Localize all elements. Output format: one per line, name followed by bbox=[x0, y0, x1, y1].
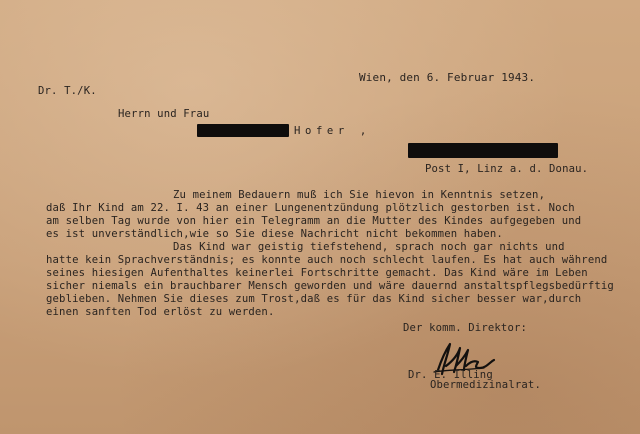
body-line: sicher niemals ein brauchbarer Mensch geworden und wäre dauernd anstaltspflegsbedürftig bbox=[46, 280, 614, 292]
body-line: geblieben. Nehmen Sie dieses zum Trost,daß es für das Kind sicher besser war,durch bbox=[46, 293, 582, 305]
surname: Hofer , bbox=[294, 125, 371, 137]
body-line: es ist unverständlich,wie so Sie diese Nachricht nicht bekommen haben. bbox=[46, 228, 503, 240]
closing-line: Der komm. Direktor: bbox=[403, 322, 528, 334]
signer-title: Obermedizinalrat. bbox=[430, 379, 541, 391]
body-line: am selben Tag wurde von hier ein Telegramm an die Mutter des Kindes aufgegeben und bbox=[46, 215, 582, 227]
dateline: Wien, den 6. Februar 1943. bbox=[359, 71, 536, 84]
address-line: Post I, Linz a. d. Donau. bbox=[425, 163, 589, 175]
reference-code: Dr. T./K. bbox=[38, 85, 97, 97]
body-line: hatte kein Sprachverständnis; es konnte auch noch schlecht laufen. Es hat auch während bbox=[46, 254, 608, 266]
redaction-bar-street bbox=[408, 143, 558, 158]
redaction-bar-firstname bbox=[197, 124, 289, 137]
salutation: Herrn und Frau bbox=[118, 108, 210, 120]
body-line: daß Ihr Kind am 22. I. 43 an einer Lungenentzündung plötzlich gestorben ist. Noch bbox=[46, 202, 575, 214]
signer-name: Dr. E. Illing bbox=[408, 369, 493, 381]
body-line: Das Kind war geistig tiefstehend, sprach noch gar nichts und bbox=[173, 241, 565, 253]
body-line: seines hiesigen Aufenthaltes keinerlei Fortschritte gemacht. Das Kind wäre im Leben bbox=[46, 267, 588, 279]
body-line: einen sanften Tod erlöst zu werden. bbox=[46, 306, 275, 318]
body-line: Zu meinem Bedauern muß ich Sie hievon in Kenntnis setzen, bbox=[173, 189, 546, 201]
